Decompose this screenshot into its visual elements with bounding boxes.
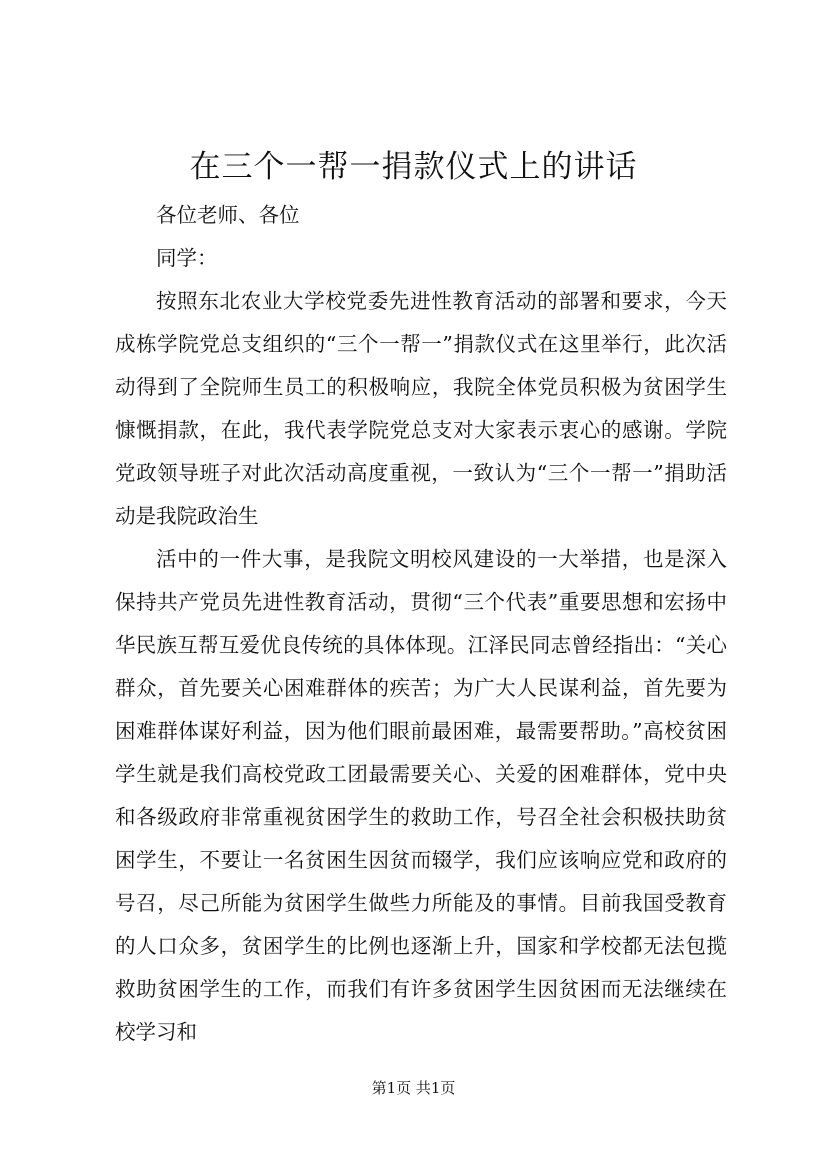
document-body <box>115 194 727 1054</box>
salutation-line-2: 同学： <box>156 246 218 270</box>
body-paragraph-1: 按照东北农业大学校党委先进性教育活动的部署和要求，今天成栋学院党总支组织的“三个一帮一”捐款仪式在这里举行，此次活动得到了全院师生员工的积极响应，我院全体党员积极为贫困学生慷慨捐款，在此，我代表学院党总支对大家表示衷心的感谢。学院党政领导班子对此次活动高度重视，一致认为“三个一帮一”捐助活动是我院政治生 <box>115 289 727 528</box>
salutation-line-1: 各位老师、各位 <box>156 203 300 227</box>
body-paragraph-2: 活中的一件大事，是我院文明校风建设的一大举措，也是深入保持共产党员先进性教育活动，贯彻“三个代表”重要思想和宏扬中华民族互帮互爱优良传统的具体体现。江泽民同志曾经指出：“关心群众，首先要关心困难群体的疾苦；为广大人民谋利益，首先要为困难群体谋好利益，因为他们眼前最困难，最需要帮助。”高校贫困学生就是我们高校党政工团最需要关心、关爱的困难群体，党中央和各级政府非常重视贫困学生的救助工作，号召全社会积极扶助贫困学生，不要让一名贫困生因贫而辍学，我们应该响应党和政府的号召，尽己所能为贫困学生做些力所能及的事情。目前我国受教育的人口众多，贫困学生的比例也逐渐上升，国家和学校都无法包揽救助贫困学生的工作，而我们有许多贫困学生因贫困而无法继续在校学习和 <box>115 547 727 1044</box>
page-footer: 第1页 共1页 <box>371 1079 456 1097</box>
document-title: 在三个一帮一捐款仪式上的讲话 <box>189 149 638 185</box>
